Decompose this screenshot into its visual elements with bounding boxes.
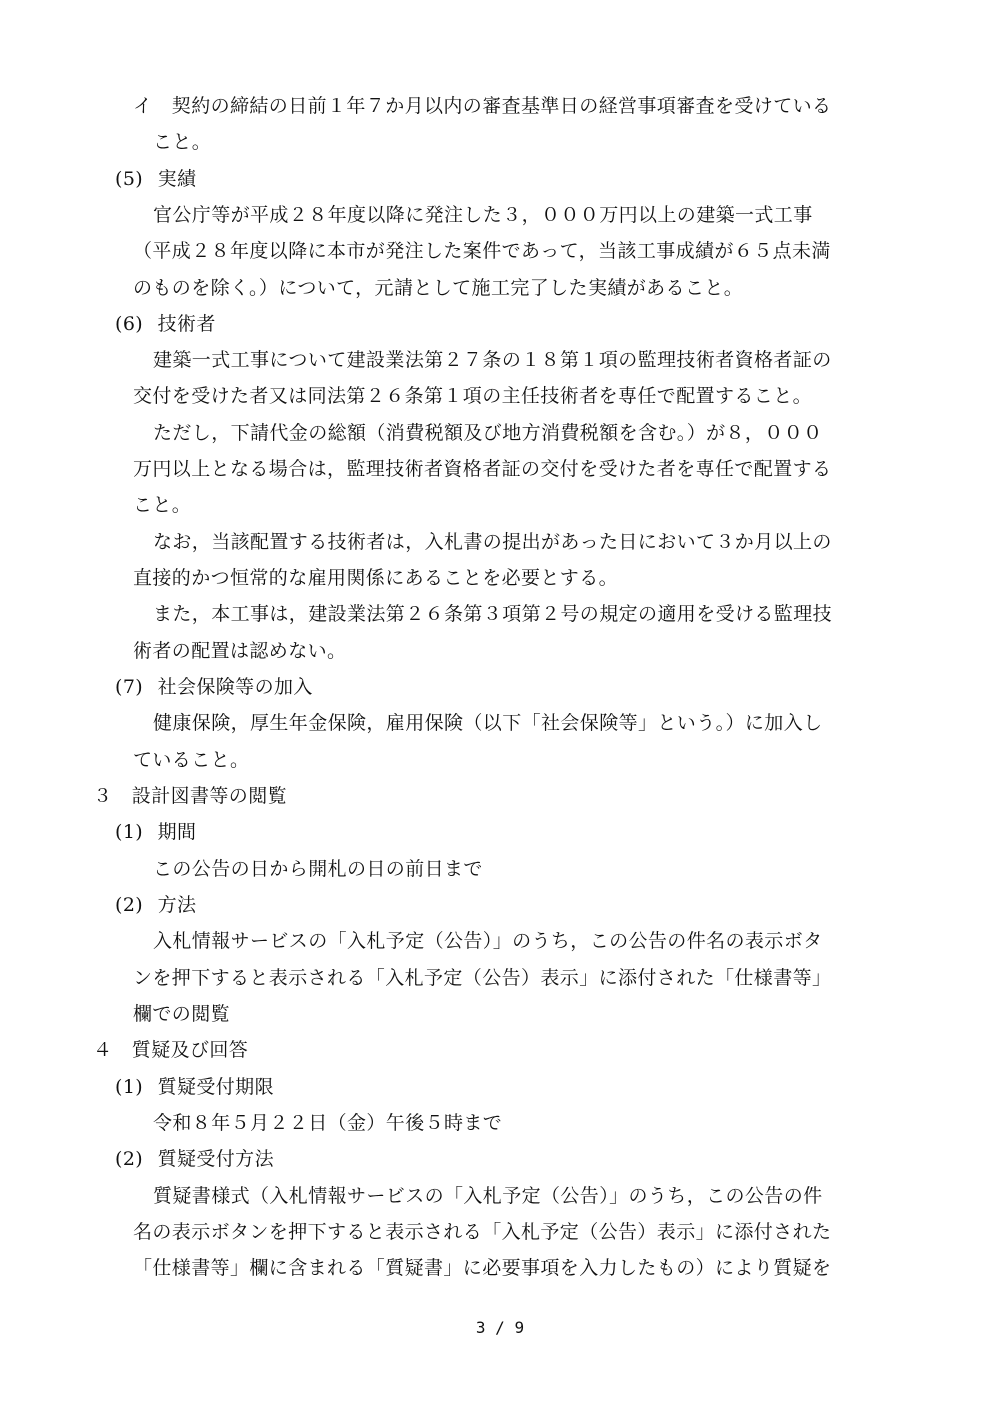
heading-number: (1) [115,1076,144,1098]
kigen-line1: 令和８年５月２２日（金）午後５時まで [153,1112,503,1134]
heading-number: (2) [115,1148,144,1170]
heading-text: 技術者 [157,313,216,335]
houhou-line3: 欄での閲覧 [133,1003,231,1025]
uketsuke-line1: 質疑書様式（入札情報サービスの「入札予定（公告）」のうち，この公告の件 [153,1185,823,1207]
houhou-line2: ンを押下すると表示される「入札予定（公告）表示」に添付された「仕様書等」 [133,967,832,989]
heading-number: (5) [115,168,144,190]
item-a-line2: こと。 [153,131,212,153]
heading-text: 質疑受付期限 [157,1076,274,1098]
heading-text: 社会保険等の加入 [157,676,313,698]
heading-number: (2) [115,894,144,916]
heading-3-1 [115,819,196,845]
jisseki-line2: （平成２８年度以降に本市が発注した案件であって，当該工事成績が６５点未満 [133,240,831,262]
houhou-line1: 入札情報サービスの「入札予定（公告）」のうち，この公告の件名の表示ボタ [153,930,823,952]
heading-4-1 [115,1074,274,1100]
gijutsu-line1: 建築一式工事について建設業法第２７条の１８第１項の監理技術者資格者証の [153,349,832,371]
heading-5 [115,166,196,192]
jisseki-line1: 官公庁等が平成２８年度以降に発注した３，０００万円以上の建築一式工事 [153,204,813,226]
heading-text: 期間 [157,821,197,843]
heading-number: (7) [115,676,144,698]
hoken-line2: ていること。 [133,749,250,771]
item-a-line1: イ 契約の締結の日前１年７か月以内の審査基準日の経営事項審査を受けている [133,95,832,117]
gijutsu-line2: 交付を受けた者又は同法第２６条第１項の主任技術者を専任で配置すること。 [133,385,813,407]
heading-text: 質疑受付方法 [157,1148,274,1170]
uketsuke-line3: 「仕様書等」欄に含まれる「質疑書」に必要事項を入力したもの）により質疑を [133,1257,832,1279]
gijutsu-line6: なお，当該配置する技術者は，入札書の提出があった日において３か月以上の [153,531,832,553]
section-3: ３ 設計図書等の閲覧 [93,785,288,807]
heading-3-2 [115,892,196,918]
kikan-line1: この公告の日から開札の日の前日まで [153,858,483,880]
gijutsu-line5: こと。 [133,494,192,516]
jisseki-line3: のものを除く。）について，元請として施工完了した実績があること。 [133,277,744,299]
hoken-line1: 健康保険，厚生年金保険，雇用保険（以下「社会保険等」という。）に加入し [153,712,823,734]
heading-text: 実績 [157,168,197,190]
page-number: 3 / 9 [475,1318,525,1337]
heading-6 [115,311,216,337]
heading-number: (1) [115,821,144,843]
gijutsu-line9: 術者の配置は認めない。 [133,640,347,662]
gijutsu-line7: 直接的かつ恒常的な雇用関係にあることを必要とする。 [133,567,619,589]
heading-number: (6) [115,313,144,335]
heading-7 [115,674,313,700]
uketsuke-line2: 名の表示ボタンを押下すると表示される「入札予定（公告）表示」に添付された [133,1221,832,1243]
heading-4-2 [115,1146,274,1172]
gijutsu-line3: ただし，下請代金の総額（消費税額及び地方消費税額を含む。）が８，０００ [153,422,823,444]
gijutsu-line4: 万円以上となる場合は，監理技術者資格者証の交付を受けた者を専任で配置する [133,458,832,480]
gijutsu-line8: また，本工事は，建設業法第２６条第３項第２号の規定の適用を受ける監理技 [153,603,833,625]
section-4: ４ 質疑及び回答 [93,1039,249,1061]
heading-text: 方法 [157,894,197,916]
